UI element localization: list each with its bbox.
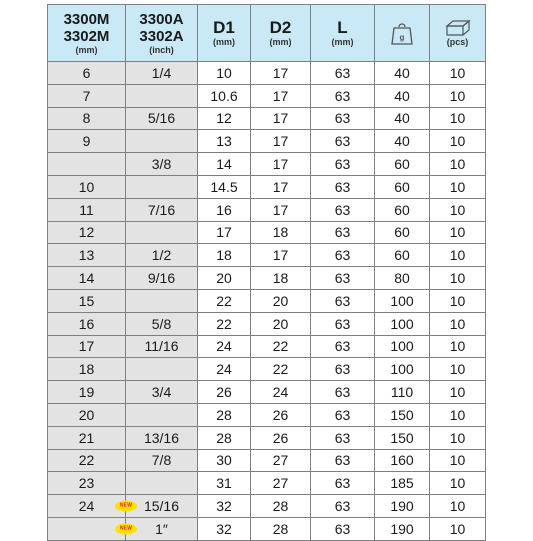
cell-inch-text: 3/8 <box>151 156 172 173</box>
table-row <box>48 335 486 358</box>
cell-pack: 10 <box>430 517 486 540</box>
table-row <box>48 130 486 153</box>
cell-inch <box>126 107 198 130</box>
cell-inch-inner <box>126 385 197 399</box>
cell-mm: 22 <box>48 449 126 472</box>
cell-weight: 40 <box>375 84 430 107</box>
cell-d1: 14.5 <box>198 175 251 198</box>
cell-mm: 6 <box>48 62 126 85</box>
cell-length: 63 <box>311 312 375 335</box>
header-d2-unit: (mm) <box>269 37 292 47</box>
cell-inch-inner <box>126 339 197 353</box>
cell-inch <box>126 244 198 267</box>
cell-inch-inner <box>126 157 197 171</box>
cell-inch-text: 7/16 <box>147 201 176 218</box>
cell-weight: 80 <box>375 267 430 290</box>
cell-pack: 10 <box>430 358 486 381</box>
cell-d1: 32 <box>198 495 251 518</box>
cell-length: 63 <box>311 472 375 495</box>
cell-d2: 17 <box>251 107 311 130</box>
cell-inch-inner <box>126 66 197 80</box>
cell-d2: 20 <box>251 312 311 335</box>
cell-d2: 28 <box>251 495 311 518</box>
cell-pack: 10 <box>430 130 486 153</box>
cell-pack: 10 <box>430 472 486 495</box>
cell-d2: 26 <box>251 403 311 426</box>
cell-d2: 22 <box>251 358 311 381</box>
cell-pack: 10 <box>430 426 486 449</box>
weight-unit-glyph: g <box>399 33 405 42</box>
cell-d1: 16 <box>198 198 251 221</box>
cell-inch <box>126 153 198 176</box>
cell-inch-inner <box>126 203 197 217</box>
cell-d2: 17 <box>251 175 311 198</box>
cell-inch <box>126 312 198 335</box>
table-row <box>48 289 486 312</box>
cell-mm: 21 <box>48 426 126 449</box>
cell-pack: 10 <box>430 221 486 244</box>
cell-inch <box>126 198 198 221</box>
cell-d2: 17 <box>251 153 311 176</box>
cell-length: 63 <box>311 495 375 518</box>
cell-weight: 110 <box>375 381 430 404</box>
cell-weight: 190 <box>375 517 430 540</box>
cell-weight: 60 <box>375 244 430 267</box>
cell-pack: 10 <box>430 289 486 312</box>
cell-pack: 10 <box>430 403 486 426</box>
cell-length: 63 <box>311 198 375 221</box>
cell-length: 63 <box>311 244 375 267</box>
cell-d2: 17 <box>251 198 311 221</box>
cell-inch <box>119 495 198 518</box>
cell-weight: 60 <box>375 198 430 221</box>
cell-inch <box>126 358 198 381</box>
cell-inch <box>126 175 198 198</box>
cell-d2: 17 <box>251 84 311 107</box>
cell-mm: 18 <box>48 358 126 381</box>
header-metric-unit: (mm) <box>75 44 98 55</box>
cell-d1: 28 <box>198 403 251 426</box>
cell-d2: 18 <box>251 267 311 290</box>
cell-weight: 150 <box>375 403 430 426</box>
cell-weight: 60 <box>375 175 430 198</box>
cell-inch-text: 9/16 <box>147 270 176 287</box>
cell-mm: 15 <box>48 289 126 312</box>
cell-inch <box>126 426 198 449</box>
spec-table-container <box>47 4 485 541</box>
header-pack <box>430 5 486 62</box>
cell-mm: 23 <box>48 472 126 495</box>
cell-mm: 13 <box>48 244 126 267</box>
cell-inch-text: 15/16 <box>143 498 180 515</box>
cell-inch <box>126 221 198 244</box>
cell-mm: 12 <box>48 221 126 244</box>
cell-weight: 60 <box>375 153 430 176</box>
header-inch-unit: (inch) <box>149 44 174 55</box>
cell-inch-inner <box>126 248 197 262</box>
cell-mm: 11 <box>48 198 126 221</box>
cell-d1: 30 <box>198 449 251 472</box>
header-metric <box>48 5 126 62</box>
cell-mm: 24 <box>48 495 126 518</box>
cell-d1: 12 <box>198 107 251 130</box>
cell-inch <box>126 267 198 290</box>
new-badge: NEW <box>115 523 137 534</box>
cell-weight: 185 <box>375 472 430 495</box>
header-d1 <box>198 5 251 62</box>
cell-pack: 10 <box>430 335 486 358</box>
cell-d2: 20 <box>251 289 311 312</box>
cell-d2: 27 <box>251 449 311 472</box>
weight-icon <box>390 20 414 46</box>
cell-weight: 60 <box>375 221 430 244</box>
header-d1-unit: (mm) <box>213 37 235 47</box>
cell-inch-text: 1/4 <box>151 64 172 81</box>
cell-inch-text: 5/8 <box>151 315 172 332</box>
cell-d1: 18 <box>198 244 251 267</box>
cell-inch-text: 3/4 <box>151 384 172 401</box>
cell-pack: 10 <box>430 84 486 107</box>
table-row <box>48 312 486 335</box>
table-row <box>48 84 486 107</box>
cell-length: 63 <box>311 62 375 85</box>
cell-length: 63 <box>311 130 375 153</box>
cell-mm: 20 <box>48 403 126 426</box>
cell-pack: 10 <box>430 153 486 176</box>
cell-length: 63 <box>311 84 375 107</box>
cell-d2: 17 <box>251 62 311 85</box>
cell-length: 63 <box>311 153 375 176</box>
cell-length: 63 <box>311 517 375 540</box>
header-length-label: L <box>337 18 348 37</box>
cell-inch <box>119 517 198 540</box>
cell-d2: 18 <box>251 221 311 244</box>
cell-inch <box>126 335 198 358</box>
cell-mm: 9 <box>48 130 126 153</box>
cell-d1: 26 <box>198 381 251 404</box>
cell-weight: 160 <box>375 449 430 472</box>
cell-d2: 26 <box>251 426 311 449</box>
cell-inch <box>126 84 198 107</box>
cell-length: 63 <box>311 358 375 381</box>
cell-length: 63 <box>311 381 375 404</box>
cell-d1: 10.6 <box>198 84 251 107</box>
cell-mm: 8 <box>48 107 126 130</box>
table-row <box>48 221 486 244</box>
cell-mm <box>48 153 126 176</box>
cell-inch-text: 7/8 <box>151 452 172 469</box>
cell-weight: 100 <box>375 358 430 381</box>
box-icon <box>445 19 471 37</box>
cell-d1: 22 <box>198 289 251 312</box>
cell-pack: 10 <box>430 381 486 404</box>
cell-pack: 10 <box>430 198 486 221</box>
cell-length: 63 <box>311 426 375 449</box>
cell-mm: 19 <box>48 381 126 404</box>
table-row <box>48 198 486 221</box>
cell-d2: 17 <box>251 244 311 267</box>
cell-length: 63 <box>311 449 375 472</box>
cell-inch <box>126 62 198 85</box>
cell-d1: 28 <box>198 426 251 449</box>
cell-inch-inner <box>126 317 197 331</box>
cell-mm: 7 <box>48 84 126 107</box>
cell-d1: 20 <box>198 267 251 290</box>
table-row <box>48 517 486 540</box>
cell-weight: 190 <box>375 495 430 518</box>
cell-inch <box>126 381 198 404</box>
cell-inch-inner <box>119 498 197 515</box>
cell-length: 63 <box>311 335 375 358</box>
cell-length: 63 <box>311 221 375 244</box>
new-badge: NEW <box>115 501 137 512</box>
cell-length: 63 <box>311 289 375 312</box>
table-row <box>48 403 486 426</box>
table-row <box>48 449 486 472</box>
cell-inch-text: 11/16 <box>144 338 179 355</box>
cell-length: 63 <box>311 175 375 198</box>
cell-inch-text: 13/16 <box>143 429 180 446</box>
header-metric-model-2: 3302M <box>63 27 110 45</box>
cell-d2: 24 <box>251 381 311 404</box>
cell-inch-inner <box>119 520 197 537</box>
table-row <box>48 175 486 198</box>
header-d2 <box>251 5 311 62</box>
cell-d1: 32 <box>198 517 251 540</box>
cell-pack: 10 <box>430 175 486 198</box>
cell-mm: 14 <box>48 267 126 290</box>
cell-pack: 10 <box>430 107 486 130</box>
header-d2-label: D2 <box>269 18 292 37</box>
table-row <box>48 358 486 381</box>
header-pack-unit: (pcs) <box>446 36 469 47</box>
cell-weight: 100 <box>375 289 430 312</box>
header-inch <box>126 5 198 62</box>
cell-d2: 28 <box>251 517 311 540</box>
cell-length: 63 <box>311 107 375 130</box>
table-row <box>48 244 486 267</box>
header-weight <box>375 5 430 62</box>
cell-inch <box>126 130 198 153</box>
cell-mm <box>48 517 126 540</box>
table-body <box>48 62 486 541</box>
cell-d2: 27 <box>251 472 311 495</box>
table-row <box>48 62 486 85</box>
table-row <box>48 267 486 290</box>
cell-weight: 100 <box>375 335 430 358</box>
table-row <box>48 107 486 130</box>
cell-pack: 10 <box>430 495 486 518</box>
cell-d1: 22 <box>198 312 251 335</box>
cell-inch <box>126 449 198 472</box>
cell-weight: 40 <box>375 107 430 130</box>
header-inch-model-2: 3302A <box>139 27 184 45</box>
cell-d1: 24 <box>198 335 251 358</box>
cell-d1: 10 <box>198 62 251 85</box>
cell-inch <box>126 289 198 312</box>
header-inch-model-1: 3300A <box>139 10 184 28</box>
cell-inch <box>126 403 198 426</box>
cell-inch-inner <box>126 111 197 125</box>
cell-mm: 10 <box>48 175 126 198</box>
header-metric-model-1: 3300M <box>63 10 110 28</box>
table-header <box>48 5 486 62</box>
cell-inch-text: 5/16 <box>147 110 176 127</box>
cell-inch-inner <box>126 431 197 445</box>
cell-weight: 100 <box>375 312 430 335</box>
cell-pack: 10 <box>430 267 486 290</box>
cell-weight: 40 <box>375 62 430 85</box>
table-row <box>48 495 486 518</box>
header-length-unit: (mm) <box>331 37 354 47</box>
cell-inch-text: 1″ <box>155 520 168 537</box>
cell-pack: 10 <box>430 449 486 472</box>
table-row <box>48 426 486 449</box>
cell-inch-text: 1/2 <box>151 247 172 264</box>
spec-table <box>47 4 486 541</box>
table-row <box>48 381 486 404</box>
cell-d1: 14 <box>198 153 251 176</box>
cell-pack: 10 <box>430 62 486 85</box>
cell-length: 63 <box>311 267 375 290</box>
cell-inch <box>126 472 198 495</box>
cell-weight: 150 <box>375 426 430 449</box>
header-d1-label: D1 <box>213 18 235 37</box>
cell-weight: 40 <box>375 130 430 153</box>
cell-d1: 17 <box>198 221 251 244</box>
cell-d1: 24 <box>198 358 251 381</box>
cell-mm: 17 <box>48 335 126 358</box>
cell-pack: 10 <box>430 244 486 267</box>
table-row <box>48 153 486 176</box>
cell-d1: 31 <box>198 472 251 495</box>
header-length <box>311 5 375 62</box>
table-row <box>48 472 486 495</box>
cell-d2: 22 <box>251 335 311 358</box>
cell-inch-inner <box>126 271 197 285</box>
cell-pack: 10 <box>430 312 486 335</box>
cell-mm: 16 <box>48 312 126 335</box>
cell-d2: 17 <box>251 130 311 153</box>
cell-length: 63 <box>311 403 375 426</box>
cell-d1: 13 <box>198 130 251 153</box>
cell-inch-inner <box>126 453 197 467</box>
